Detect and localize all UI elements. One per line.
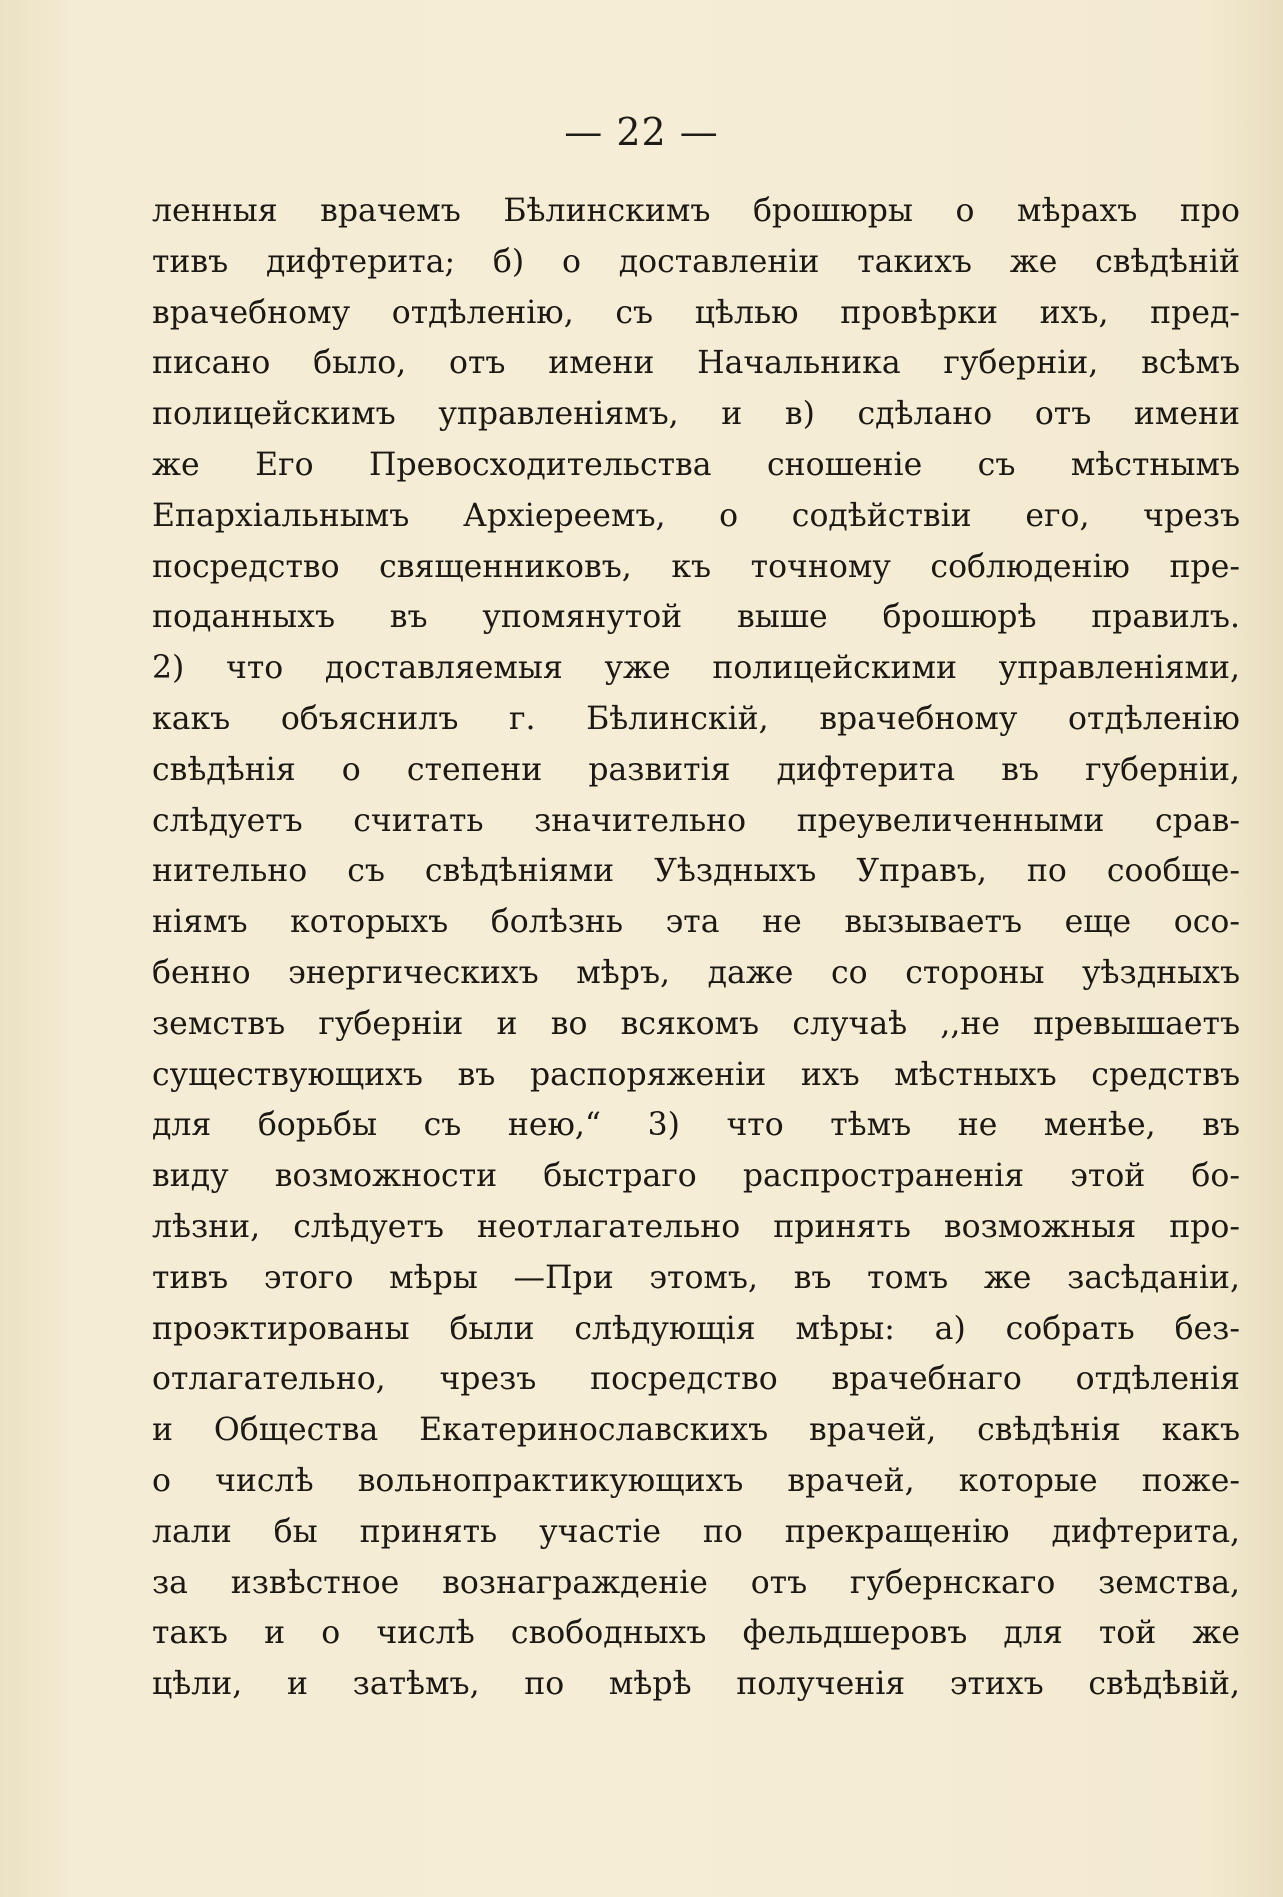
text-line: ленныя врачемъ Бѣлинскимъ брошюры о мѣрахъ про <box>152 193 1240 229</box>
text-line: посредство священниковъ, къ точному соблюденію пре- <box>152 548 1240 585</box>
page-number: — 22 — <box>564 110 719 154</box>
text-line: земствъ губерніи и во всякомъ случаѣ ,,не превышаетъ <box>152 1005 1240 1042</box>
text-line: для борьбы съ нею,“ 3) что тѣмъ не менѣе, въ <box>152 1107 1240 1144</box>
text-line: тивъ дифтерита; б) о доставленіи такихъ же свѣдѣній <box>152 243 1240 280</box>
text-line: и Общества Екатеринославскихъ врачей, свѣдѣнія какъ <box>152 1412 1240 1449</box>
text-line: же Его Превосходительства сношеніе съ мѣстнымъ <box>152 446 1240 483</box>
text-line: проэктированы были слѣдующія мѣры: а) собрать без- <box>152 1310 1240 1347</box>
text-line: отлагательно, чрезъ посредство врачебнаго отдѣленія <box>152 1361 1240 1398</box>
text-line: слѣдуетъ считать значительно преувеличенными срав- <box>152 802 1240 839</box>
text-line: цѣли, и затѣмъ, по мѣрѣ полученія этихъ свѣдѣвій, <box>152 1666 1240 1703</box>
text-line: врачебному отдѣленію, съ цѣлью провѣрки ихъ, пред- <box>152 294 1240 331</box>
text-line: за извѣстное вознагражденіе отъ губернскаго земства, <box>152 1564 1240 1601</box>
text-line: лѣзни, слѣдуетъ неотлагательно принять возможныя про- <box>152 1208 1240 1245</box>
text-line: поданныхъ въ упомянутой выше брошюрѣ правилъ. <box>152 599 1240 636</box>
text-line: писано было, отъ имени Начальника губерніи, всѣмъ <box>152 345 1240 382</box>
text-line: существующихъ въ распоряженіи ихъ мѣстныхъ средствъ <box>152 1056 1240 1093</box>
body-text <box>152 186 1240 1710</box>
text-line: какъ объяснилъ г. Бѣлинскій, врачебному отдѣленію <box>152 700 1240 737</box>
text-line: свѣдѣнія о степени развитія дифтерита въ губерніи, <box>152 751 1240 788</box>
text-line: виду возможности быстраго распространенія этой бо- <box>152 1158 1240 1195</box>
text-line: тивъ этого мѣры —При этомъ, въ томъ же засѣданіи, <box>152 1259 1240 1296</box>
text-line: Епархіальнымъ Архіереемъ, о содѣйствіи его, чрезъ <box>152 497 1240 534</box>
text-line: такъ и о числѣ свободныхъ фельдшеровъ для той же <box>152 1615 1240 1652</box>
text-line: лали бы принять участіе по прекращенію дифтерита, <box>152 1513 1240 1550</box>
text-line: о числѣ вольнопрактикующихъ врачей, которые поже- <box>152 1462 1240 1499</box>
text-line: бенно энергическихъ мѣръ, даже со стороны уѣздныхъ <box>152 954 1240 991</box>
text-line: полицейскимъ управленіямъ, и в) сдѣлано отъ имени <box>152 396 1240 433</box>
text-line: ніямъ которыхъ болѣзнь эта не вызываетъ еще осо- <box>152 904 1240 941</box>
text-line: 2) что доставляемыя уже полицейскими управленіями, <box>152 650 1240 687</box>
text-line: нительно съ свѣдѣніями Уѣздныхъ Управъ, по сообще- <box>152 853 1240 890</box>
